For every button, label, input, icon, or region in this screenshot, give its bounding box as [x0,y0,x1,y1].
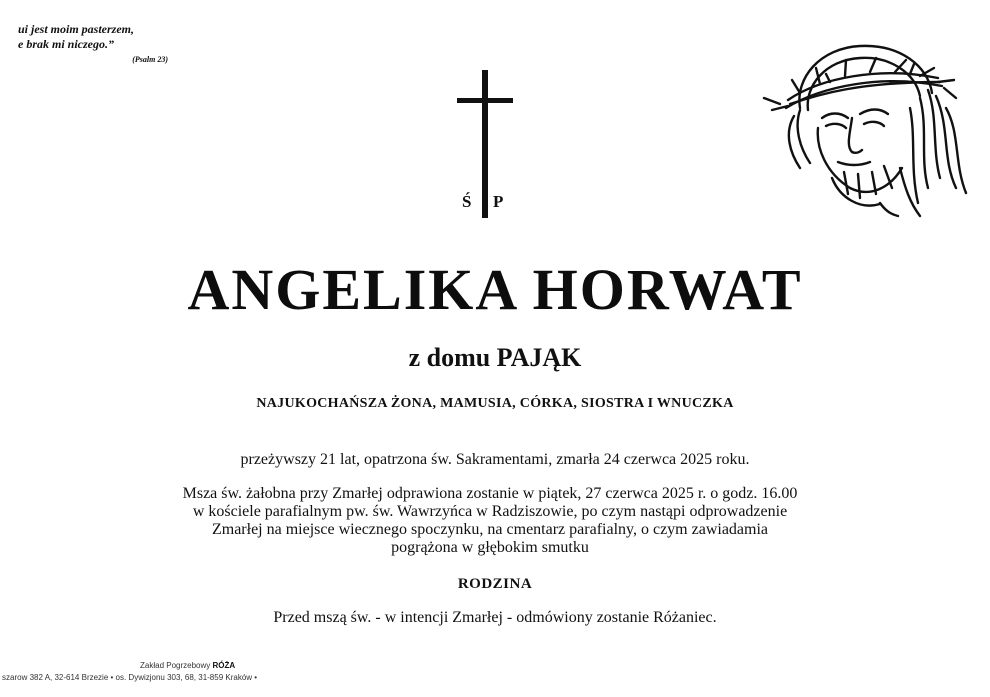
psalm-quote [18,22,178,65]
funeral-home-prefix: Zakład Pogrzebowy [140,661,211,670]
christ-crown-of-thorns-illustration [760,38,970,218]
mass-line-3: Zmarłej na miejsce wiecznego spoczynku, na cmentarz parafialny, o czym zawiadamia [211,521,769,538]
family-roles: NAJUKOCHAŃSZA ŻONA, MAMUSIA, CÓRKA, SIOSTRA I WNUCZKA [256,396,734,411]
family-signature: RODZINA [457,576,533,592]
funeral-home-brand: RÓŻA [212,661,236,670]
maiden-name: z domu PAJĄK [408,343,582,372]
funeral-home-address: szarow 382 A, 32-614 Brzezie • os. Dywizjonu 303, 68, 31-859 Kraków • [2,673,258,682]
rosary-note: Przed mszą św. - w intencji Zmarłej - odmówiony zostanie Różaniec. [273,609,717,626]
funeral-home-name [140,661,235,671]
mass-line-1: Msza św. żałobna przy Zmarłej odprawiona zostanie w piątek, 27 czerwca 2025 r. o godz. 16.00 [182,485,798,502]
death-statement: przeżywszy 21 lat, opatrzona św. Sakramentami, zmarła 24 czerwca 2025 roku. [240,451,750,468]
cross-label-right: P [493,192,504,211]
deceased-name: ANGELIKA HORWAT [187,257,803,322]
funeral-mass-announcement [80,485,900,557]
psalm-line-1: ui jest moim pasterzem, [18,22,135,36]
mass-line-4: pogrążona w głębokim smutku [391,539,589,556]
mass-line-2: w kościele parafialnym pw. św. Wawrzyńca w Radziszowie, po czym nastąpi odprowadzenie [192,503,788,520]
psalm-source: (Psalm 23) [132,55,168,64]
psalm-line-2: e brak mi niczego.” [18,37,114,51]
cross-label-left: Ś [462,192,472,211]
